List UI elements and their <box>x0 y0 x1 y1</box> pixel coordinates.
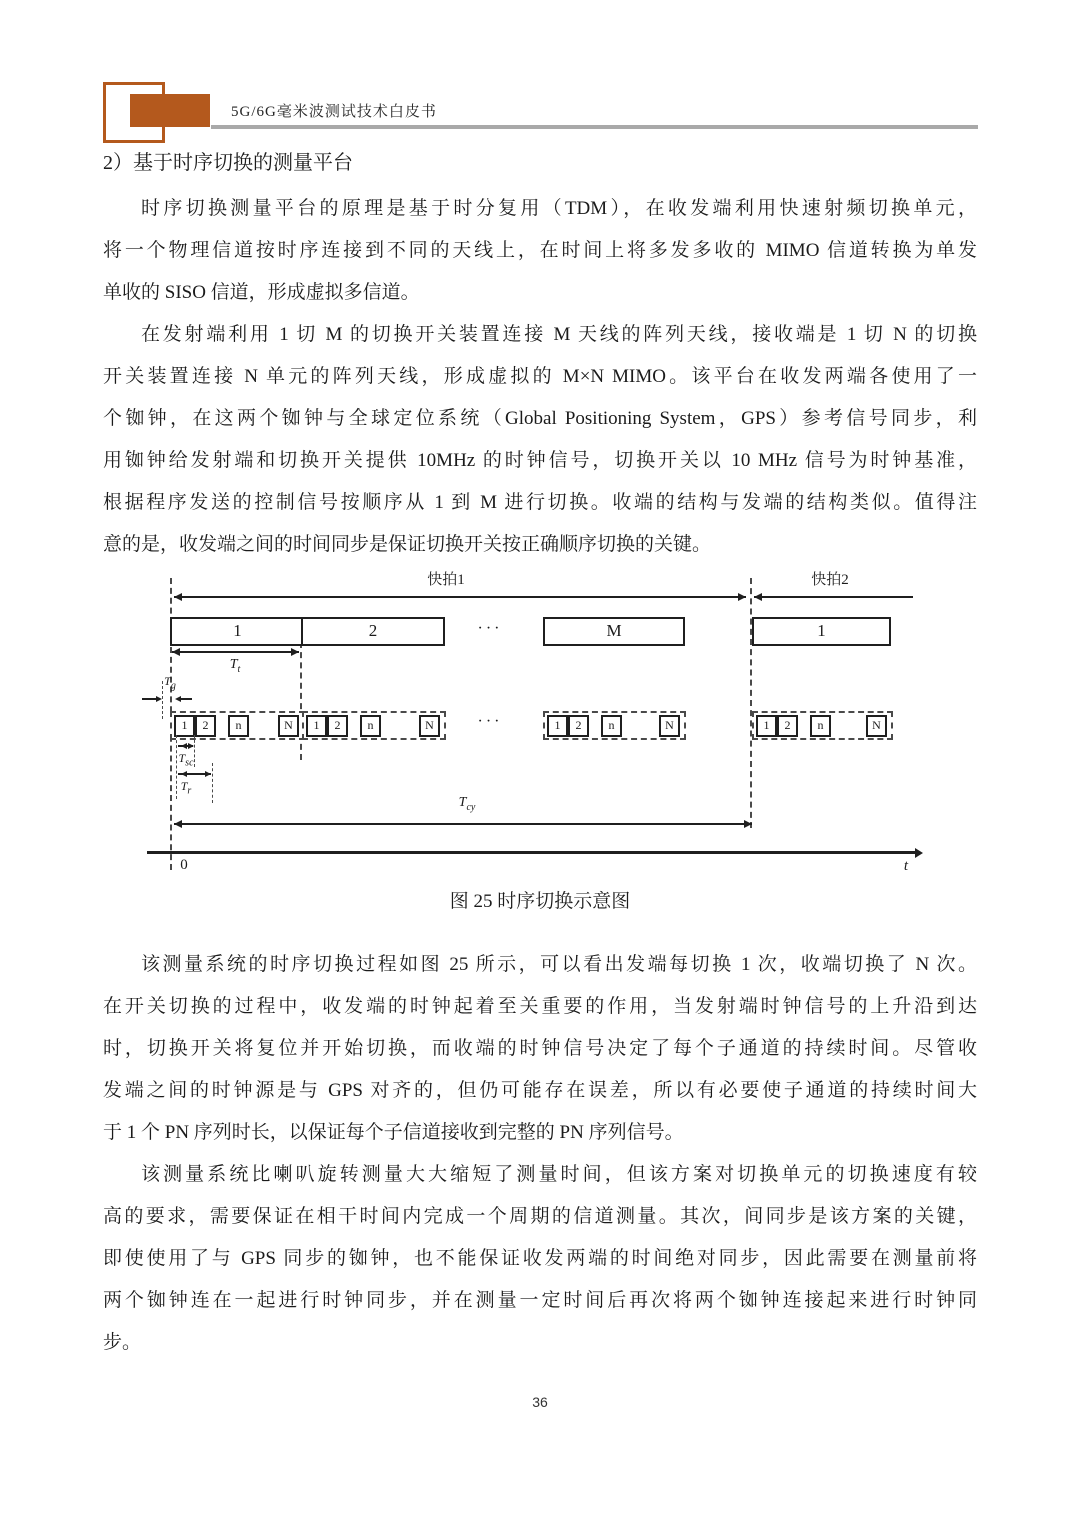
text-line: 即使使用了与 GPS 同步的铷钟，也不能保证收发两端的时间绝对同步，因此需要在测量前将 <box>103 1248 977 1269</box>
ellipsis: ··· <box>477 620 503 637</box>
time-axis <box>147 851 917 854</box>
tr-dashed-line <box>212 763 213 803</box>
rx-subchannel-box: 2 <box>327 715 348 737</box>
tsc-label: $T_{sc}$ <box>178 751 194 769</box>
rx-subchannel-box: 1 <box>547 715 568 737</box>
rx-subchannel-box: 2 <box>777 715 798 737</box>
tx-slot-box-1: 1 <box>170 617 305 646</box>
rx-subchannel-box: n <box>810 715 831 737</box>
rx-subchannel-box: N <box>659 715 680 737</box>
tg-arrow-right <box>178 698 192 700</box>
tg-arrow-left <box>142 698 156 700</box>
rx-subchannel-box: 1 <box>306 715 327 737</box>
arrowhead-icon <box>174 820 182 828</box>
boundary-dashed-line-snapshot2 <box>750 578 752 828</box>
snapshot2-label: 快拍2 <box>811 572 849 588</box>
text-line: 两个铷钟连在一起进行时钟同步，并在测量一定时间后再次将两个铷钟连接起来进行时钟同 <box>103 1290 977 1311</box>
arrowhead-icon <box>291 648 299 656</box>
header-title: 5G/6G毫米波测试技术白皮书 <box>231 104 437 120</box>
section-heading: 2）基于时序切换的测量平台 <box>103 152 353 174</box>
text-line: 个铷钟，在这两个铷钟与全球定位系统（Global Positioning System，GPS）参考信号同步，利 <box>103 408 977 429</box>
tx-slot-box-M: M <box>543 617 685 646</box>
paragraph-4 <box>103 1154 977 1364</box>
text-line: 将一个物理信道按时序连接到不同的天线上，在时间上将多发多收的 MIMO 信道转换为单发 <box>103 240 977 261</box>
arrowhead-icon <box>156 696 165 702</box>
paragraph-1 <box>103 188 977 314</box>
arrowhead-icon <box>172 648 180 656</box>
arrowhead-icon <box>178 771 187 777</box>
rx-subchannel-box: n <box>601 715 622 737</box>
text-line: 高的要求，需要保证在相干时间内完成一个周期的信道测量。其次，间同步是该方案的关键， <box>103 1206 977 1227</box>
text-line: 发端之间的时钟源是与 GPS 对齐的，但仍可能存在误差，所以有必要使子通道的持续时间大 <box>103 1080 977 1101</box>
rx-group-M <box>543 711 686 740</box>
axis-origin-label: 0 <box>180 857 188 873</box>
rx-subchannel-box: 2 <box>195 715 216 737</box>
text-line: 单收的 SISO 信道，形成虚拟多信道。 <box>103 282 420 303</box>
text-line: 根据程序发送的控制信号按顺序从 1 到 M 进行切换。收端的结构与发端的结构类似。值得注 <box>103 492 977 513</box>
rx-group-2 <box>302 711 446 740</box>
snapshot1-label: 快拍1 <box>427 572 465 588</box>
figure-timing-diagram <box>0 565 1080 885</box>
tg-label: $T_g$ <box>164 674 176 692</box>
arrowhead-icon <box>754 593 762 601</box>
tcy-arrow <box>174 823 752 825</box>
rx-subchannel-box: N <box>278 715 299 737</box>
tcy-label: $T_{cy}$ <box>458 795 476 813</box>
text-line: 在开关切换的过程中，收发端的时钟起着至关重要的作用，当发射端时钟信号的上升沿到达 <box>103 996 977 1017</box>
snapshot2-span-arrow <box>754 596 913 598</box>
arrowhead-icon <box>178 743 187 749</box>
rx-subchannel-box: 1 <box>756 715 777 737</box>
tr-label: $T_r$ <box>180 779 192 797</box>
text-line: 时序切换测量平台的原理是基于时分复用（TDM），在收发端利用快速射频切换单元， <box>141 198 977 219</box>
rx-group-1 <box>170 711 305 740</box>
text-line: 该测量系统比喇叭旋转测量大大缩短了测量时间，但该方案对切换单元的切换速度有较 <box>141 1164 977 1185</box>
tx-slot-box-snapshot2: 1 <box>752 617 891 646</box>
rx-subchannel-box: n <box>228 715 249 737</box>
text-line: 用铷钟给发射端和切换开关提供 10MHz 的时钟信号，切换开关以 10 MHz 信号为时钟基准， <box>103 450 977 471</box>
axis-arrowhead-icon <box>915 848 923 858</box>
text-line: 于 1 个 PN 序列时长，以保证每个子信道接收到完整的 PN 序列信号。 <box>103 1122 684 1143</box>
ellipsis: ··· <box>477 713 503 730</box>
rx-subchannel-box: 2 <box>568 715 589 737</box>
figure-caption: 图 25 时序切换示意图 <box>449 891 631 912</box>
text-line: 时，切换开关将复位并开始切换，而收端的时钟信号决定了每个子通道的持续时间。尽管收 <box>103 1038 977 1059</box>
paragraph-2 <box>103 314 977 566</box>
rx-group-snapshot2 <box>752 711 893 740</box>
rx-subchannel-box: N <box>866 715 887 737</box>
arrowhead-icon <box>738 593 746 601</box>
rx-subchannel-box: N <box>419 715 440 737</box>
tt-label: $T_t$ <box>229 657 241 675</box>
text-line: 在发射端利用 1 切 M 的切换开关装置连接 M 天线的阵列天线，接收端是 1 切 N 的切换 <box>141 324 977 345</box>
tt-arrow <box>172 651 299 653</box>
paragraph-3 <box>103 944 977 1154</box>
arrowhead-icon <box>188 743 197 749</box>
rx-subchannel-box: 1 <box>174 715 195 737</box>
arrowhead-icon <box>744 820 752 828</box>
text-line: 意的是，收发端之间的时间同步是保证切换开关按正确顺序切换的关键。 <box>103 534 712 555</box>
snapshot1-span-arrow <box>174 596 746 598</box>
boundary-dashed-line-tt <box>300 642 302 760</box>
text-line: 该测量系统的时序切换过程如图 25 所示，可以看出发端每切换 1 次，收端切换了 N 次。 <box>141 954 977 975</box>
header-rule <box>211 125 978 129</box>
page-number: 36 <box>532 1394 548 1410</box>
rx-subchannel-box: n <box>360 715 381 737</box>
arrowhead-icon <box>174 593 182 601</box>
brand-logo <box>130 94 210 127</box>
arrowhead-icon <box>205 771 214 777</box>
tx-slot-box-2: 2 <box>301 617 445 646</box>
text-line: 开关装置连接 N 单元的阵列天线，形成虚拟的 M×N MIMO。该平台在收发两端各使用了一 <box>103 366 977 387</box>
text-line: 步。 <box>103 1332 142 1353</box>
axis-time-label: t <box>903 858 909 874</box>
